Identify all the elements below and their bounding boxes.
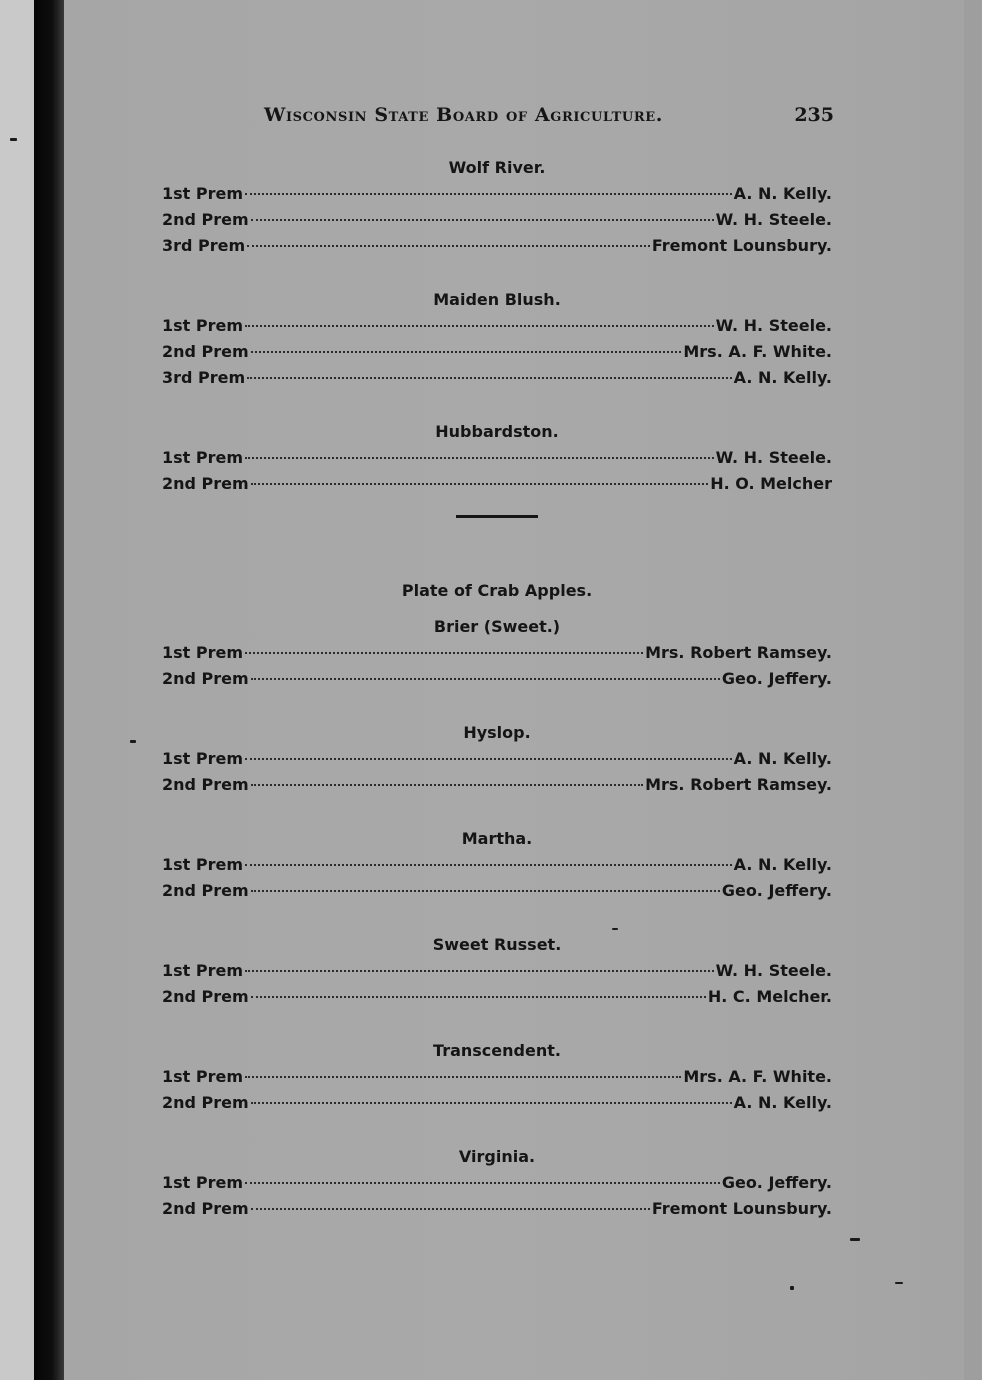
premium-winner: Geo. Jeffery. <box>721 1173 832 1192</box>
dot-leader <box>251 1102 732 1104</box>
variety-section <box>162 932 832 1010</box>
premium-winner: A. N. Kelly. <box>733 749 832 768</box>
premium-winner: Mrs. Robert Ramsey. <box>645 775 832 794</box>
dot-leader <box>245 1076 681 1078</box>
variety-section <box>162 287 832 391</box>
premium-entry <box>162 339 832 365</box>
premium-entry <box>162 1064 832 1090</box>
premium-winner: Geo. Jeffery. <box>721 669 832 688</box>
premium-place: 2nd Prem <box>162 987 249 1006</box>
premium-place: 1st Prem <box>162 184 244 203</box>
premium-winner: H. C. Melcher. <box>707 987 832 1006</box>
premium-place: 2nd Prem <box>162 342 249 361</box>
premium-place: 2nd Prem <box>162 775 249 794</box>
dot-leader <box>245 193 732 195</box>
premium-winner: A. N. Kelly. <box>733 184 832 203</box>
scan-speck <box>10 138 17 141</box>
premium-entry <box>162 181 832 207</box>
dot-leader <box>251 890 720 892</box>
premium-entry <box>162 852 832 878</box>
premium-entry <box>162 1090 832 1116</box>
book-gutter-shadow <box>34 0 64 1380</box>
premium-entry <box>162 471 832 497</box>
premium-place: 1st Prem <box>162 316 244 335</box>
premium-place: 1st Prem <box>162 1067 244 1086</box>
premium-place: 2nd Prem <box>162 1199 249 1218</box>
running-head: Wisconsin State Board of Agriculture. <box>264 104 663 126</box>
dot-leader <box>251 784 643 786</box>
page-edge <box>964 0 982 1380</box>
variety-section <box>162 155 832 259</box>
premium-entry <box>162 1196 832 1222</box>
premium-entry <box>162 640 832 666</box>
dot-leader <box>245 758 732 760</box>
premium-entry <box>162 772 832 798</box>
scan-speck <box>130 740 136 743</box>
scan-speck <box>895 1282 903 1284</box>
premium-place: 2nd Prem <box>162 1093 249 1112</box>
variety-heading: Wolf River. <box>448 158 546 177</box>
premium-place: 1st Prem <box>162 961 244 980</box>
premium-entry <box>162 365 832 391</box>
premium-entry <box>162 445 832 471</box>
premium-place: 1st Prem <box>162 448 244 467</box>
dot-leader <box>251 483 709 485</box>
dot-leader <box>245 457 714 459</box>
dot-leader <box>251 678 720 680</box>
dot-leader <box>245 864 732 866</box>
premium-entry <box>162 313 832 339</box>
premium-winner: Mrs. A. F. White. <box>683 342 832 361</box>
variety-section <box>162 826 832 904</box>
variety-heading: Transcendent. <box>433 1041 561 1060</box>
premium-entry <box>162 666 832 692</box>
premium-winner: W. H. Steele. <box>715 961 832 980</box>
dot-leader <box>245 970 714 972</box>
variety-heading: Maiden Blush. <box>433 290 561 309</box>
premium-place: 2nd Prem <box>162 210 249 229</box>
premium-place: 1st Prem <box>162 855 244 874</box>
dot-leader <box>251 1208 650 1210</box>
premium-entry <box>162 746 832 772</box>
class-heading: Plate of Crab Apples. <box>401 581 593 600</box>
premium-place: 1st Prem <box>162 643 244 662</box>
premium-place: 2nd Prem <box>162 474 249 493</box>
premium-place: 1st Prem <box>162 1173 244 1192</box>
section-divider-rule <box>456 515 538 518</box>
dot-leader <box>245 652 643 654</box>
premium-place: 3rd Prem <box>162 236 246 255</box>
variety-heading: Virginia. <box>458 1147 536 1166</box>
dot-leader <box>245 1182 720 1184</box>
premium-place: 3rd Prem <box>162 368 246 387</box>
premium-place: 2nd Prem <box>162 881 249 900</box>
dot-leader <box>251 351 682 353</box>
premium-entry <box>162 233 832 259</box>
premium-winner: W. H. Steele. <box>715 210 832 229</box>
premium-winner: H. O. Melcher <box>710 474 832 493</box>
premium-list <box>162 155 832 1250</box>
premium-place: 1st Prem <box>162 749 244 768</box>
dot-leader <box>247 377 731 379</box>
variety-section <box>162 419 832 497</box>
scan-speck <box>850 1238 860 1241</box>
premium-winner: A. N. Kelly. <box>733 368 832 387</box>
variety-heading: Hubbardston. <box>435 422 559 441</box>
premium-entry <box>162 207 832 233</box>
variety-heading: Hyslop. <box>463 723 531 742</box>
variety-section <box>162 1144 832 1222</box>
premium-winner: Mrs. Robert Ramsey. <box>645 643 832 662</box>
variety-section <box>162 614 832 692</box>
dot-leader <box>247 245 650 247</box>
dot-leader <box>245 325 714 327</box>
premium-winner: A. N. Kelly. <box>733 855 832 874</box>
dot-leader <box>251 996 706 998</box>
premium-place: 2nd Prem <box>162 669 249 688</box>
premium-winner: Mrs. A. F. White. <box>683 1067 832 1086</box>
page-header <box>264 104 834 132</box>
premium-entry <box>162 1170 832 1196</box>
dot-leader <box>251 219 714 221</box>
variety-heading: Sweet Russet. <box>432 935 562 954</box>
variety-heading: Martha. <box>461 829 533 848</box>
premium-winner: Fremont Lounsbury. <box>651 236 832 255</box>
premium-winner: Fremont Lounsbury. <box>651 1199 832 1218</box>
premium-winner: A. N. Kelly. <box>733 1093 832 1112</box>
variety-section <box>162 1038 832 1116</box>
premium-winner: W. H. Steele. <box>715 448 832 467</box>
scan-speck <box>790 1286 794 1290</box>
scan-margin <box>0 0 34 1380</box>
variety-heading: Brier (Sweet.) <box>433 617 561 636</box>
premium-winner: W. H. Steele. <box>715 316 832 335</box>
premium-entry <box>162 958 832 984</box>
premium-entry <box>162 984 832 1010</box>
premium-entry <box>162 878 832 904</box>
variety-section <box>162 720 832 798</box>
page-number: 235 <box>794 104 834 126</box>
premium-winner: Geo. Jeffery. <box>721 881 832 900</box>
